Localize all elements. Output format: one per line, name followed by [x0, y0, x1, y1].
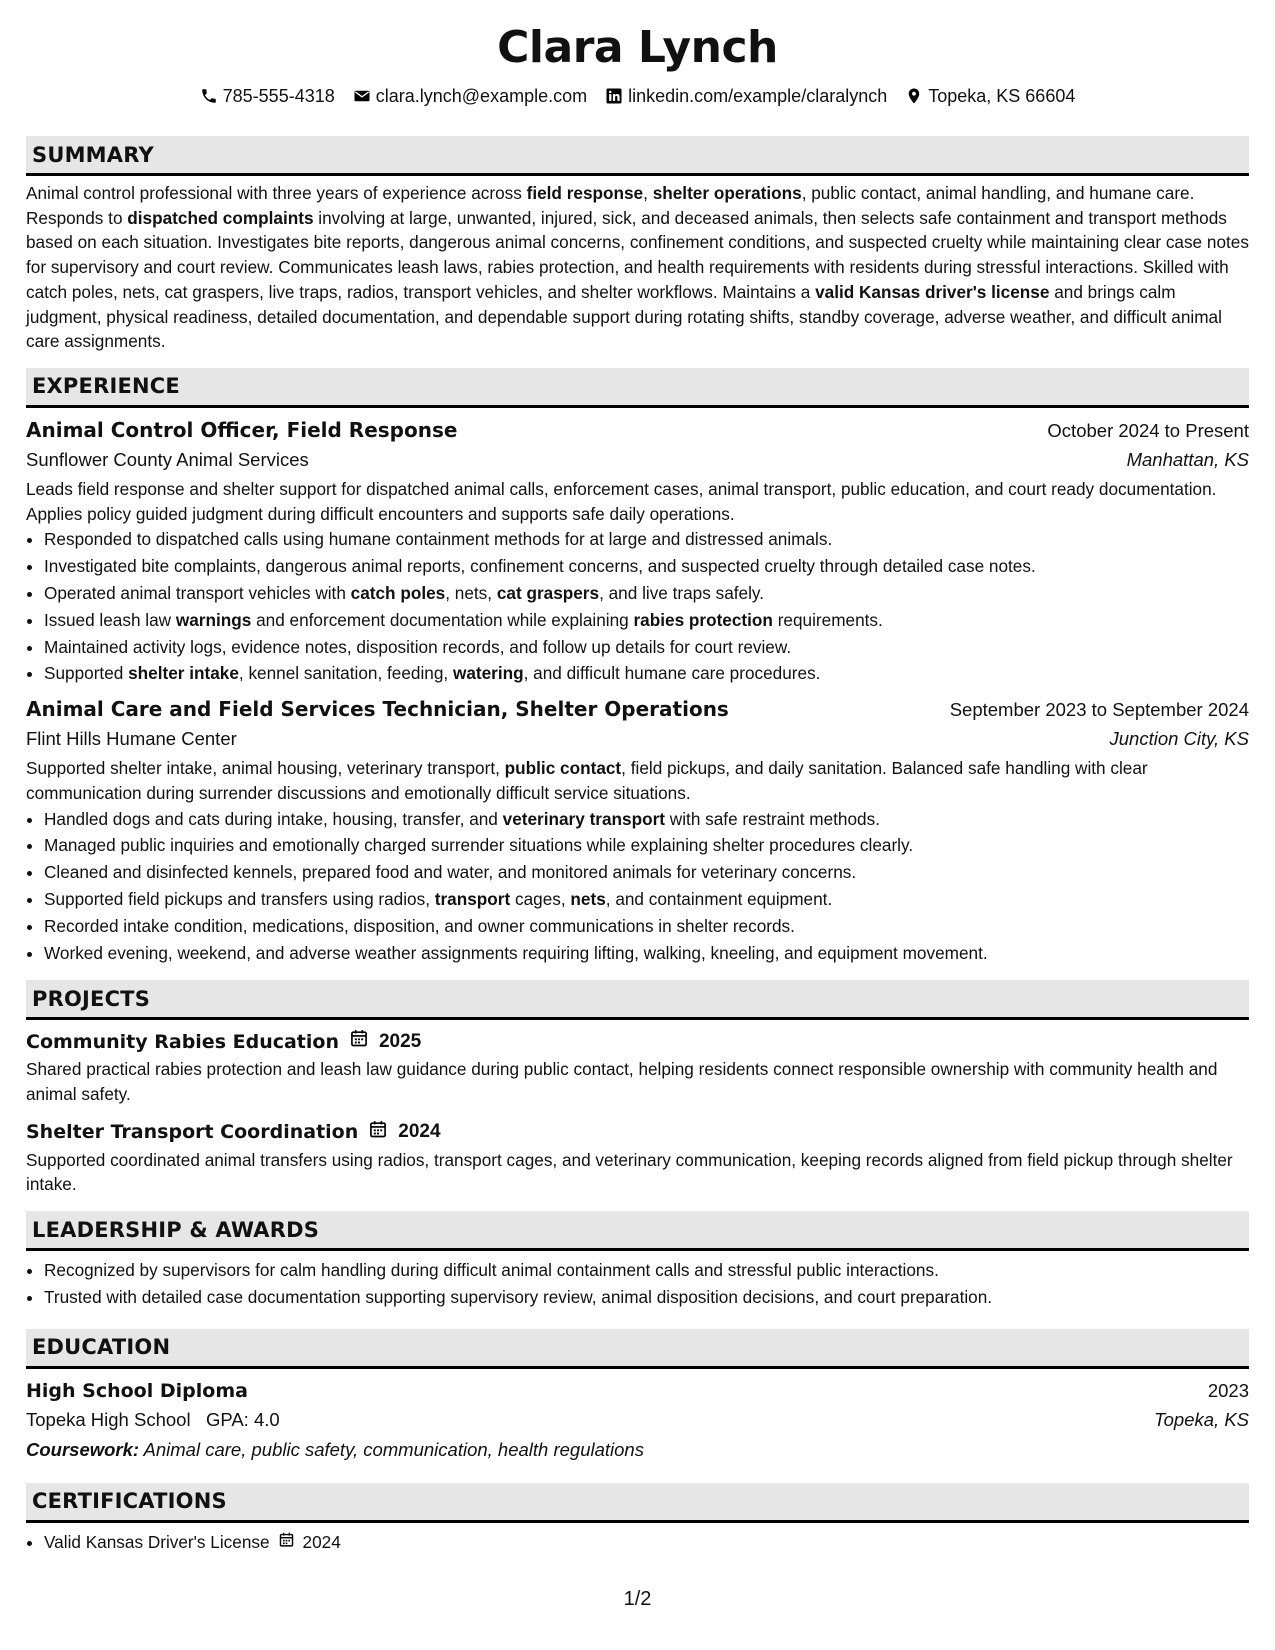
job-header: [26, 695, 1249, 724]
page-number: 1/2: [623, 1588, 652, 1610]
text-part: requirements.: [772, 609, 883, 630]
summary-text-part: , public contact, animal handling, and humane care. Responds to: [26, 183, 1195, 228]
cert-entry: [44, 1529, 1249, 1556]
candidate-name: Clara Lynch: [497, 22, 778, 73]
summary-text: [26, 181, 1249, 354]
job-title: Animal Control Officer, Field Response: [26, 417, 458, 442]
summary-text-part: ,: [643, 183, 653, 203]
list-item: • Trusted with detailed case documentation supporting supervisory review, animal disposition decisions, and court preparation.: [44, 1284, 1249, 1311]
job-bullets: [26, 526, 1249, 687]
summary-section: [26, 136, 1249, 354]
project-title: Shelter Transport Coordination: [26, 1121, 359, 1144]
text-part: and enforcement documentation while explaining: [251, 609, 634, 630]
envelope-icon: [353, 87, 371, 105]
bold-text: warnings: [175, 609, 252, 630]
list-item: • Responded to dispatched calls using humane containment methods for at large and distressed animals.: [44, 526, 1249, 553]
list-item: • Recognized by supervisors for calm handling during difficult animal containment calls and stressful public interactions.: [44, 1257, 1249, 1284]
bold-text: public contact: [504, 758, 622, 779]
bold-text: catch poles: [350, 582, 446, 603]
email-text[interactable]: clara.lynch@example.com: [375, 86, 588, 106]
bold-text: shelter intake: [128, 663, 239, 684]
cert-year: 2024: [302, 1531, 341, 1552]
text-part: , kennel sanitation, feeding,: [238, 663, 453, 684]
calendar-icon: [278, 1529, 295, 1556]
experience-heading: EXPERIENCE: [26, 368, 1249, 408]
project-description: Shared practical rabies protection and leash law guidance during public contact, helping residents connect responsible ownership with community health and animal safety.: [26, 1059, 1218, 1104]
summary-heading: SUMMARY: [26, 136, 1249, 176]
summary-bold: valid Kansas driver's license: [815, 281, 1050, 302]
bold-text: veterinary transport: [502, 808, 666, 829]
text-part: cages,: [510, 888, 571, 909]
calendar-icon: [349, 1028, 369, 1055]
contact-linkedin[interactable]: [605, 84, 887, 108]
contact-phone: [200, 84, 335, 108]
leadership-section: [26, 1211, 1249, 1311]
project-title: Community Rabies Education: [26, 1030, 339, 1053]
job-title: Animal Care and Field Services Technician, Shelter Operations: [26, 697, 729, 722]
phone-text: 785-555-4318: [222, 86, 335, 106]
bold-text: watering: [452, 663, 524, 684]
education-header: [26, 1377, 1249, 1405]
text-part: , field pickups, and daily sanitation. Balanced safe handling with clear communication during surrender discussions and emotionally difficult service situations.: [26, 758, 1148, 803]
resume-content: [26, 20, 1249, 1556]
education-school-group: [26, 1405, 280, 1435]
project-header: [26, 1119, 1249, 1146]
project-entry: [26, 1028, 1249, 1106]
contact-email[interactable]: [353, 84, 587, 108]
job-header: [26, 416, 1249, 445]
education-section: [26, 1329, 1249, 1465]
job-org: Sunflower County Animal Services: [26, 448, 309, 470]
job-bullets: [26, 806, 1249, 967]
calendar-icon: [368, 1119, 388, 1146]
coursework-label: Coursework:: [26, 1438, 140, 1460]
linkedin-icon: [605, 87, 623, 105]
map-pin-icon: [905, 87, 923, 105]
text-part: Handled dogs and cats during intake, housing, transfer, and: [44, 808, 503, 829]
project-year: 2025: [378, 1030, 422, 1052]
education-coursework: [26, 1435, 1249, 1465]
text-part: Supported: [44, 663, 129, 684]
location-text: Topeka, KS 66604: [928, 86, 1076, 106]
bold-text: cat graspers: [496, 582, 600, 603]
text-part: , and live traps safely.: [599, 582, 765, 603]
project-entry: [26, 1119, 1249, 1197]
text-part: , and difficult humane care procedures.: [523, 663, 821, 684]
education-location: Topeka, KS: [1154, 1408, 1249, 1430]
summary-text-part: involving at large, unwanted, injured, sick, and deceased animals, then selects safe containment and transport methods based on each situation. Investigates bite reports, dangerous animal concerns, confinement conditions, and suspected cruelty while maintaining clear case notes for supervisory and court review. Communicates leash laws, rabies protection, and health requirements with residents during stressful interactions. Skilled with catch poles, nets, cat graspers, live traps, radios, transport vehicles, and shelter workflows. Maintains a: [26, 207, 1249, 302]
summary-text-part: and brings calm judgment, physical readiness, detailed documentation, and dependable support during rotating shifts, standby coverage, adverse weather, and difficult animal care assignments.: [26, 281, 1222, 352]
text-part: Issued leash law: [44, 609, 176, 630]
education-year: 2023: [1207, 1379, 1249, 1401]
certifications-heading: CERTIFICATIONS: [26, 1483, 1249, 1523]
bold-text: nets: [570, 888, 606, 909]
cert-name: • Valid Kansas Driver's License: [44, 1531, 270, 1552]
list-item: [44, 580, 1249, 607]
list-item: • Investigated bite complaints, dangerous animal reports, confinement concerns, and suspected cruelty through detailed case notes.: [44, 553, 1249, 580]
text-part: with safe restraint methods.: [665, 808, 880, 829]
list-item: [44, 886, 1249, 913]
projects-heading: PROJECTS: [26, 980, 1249, 1020]
list-item: • Maintained activity logs, evidence notes, disposition records, and follow up details for court review.: [44, 634, 1249, 661]
text-part: Supported shelter intake, animal housing, veterinary transport,: [26, 758, 505, 779]
list-item: • Cleaned and disinfected kennels, prepared food and water, and monitored animals for veterinary concerns.: [44, 859, 1249, 886]
summary-text-part: Animal control professional with three years of experience across: [26, 183, 527, 203]
job-org: Flint Hills Humane Center: [26, 728, 237, 750]
list-item: • Recorded intake condition, medications, disposition, and owner communications in shelter records.: [44, 913, 1249, 940]
job-org-row: [26, 724, 1249, 754]
list-item: • Worked evening, weekend, and adverse weather assignments requiring lifting, walking, kneeling, and equipment movement.: [44, 940, 1249, 967]
contact-bar: [26, 84, 1249, 108]
summary-bold: field response: [526, 183, 644, 203]
coursework-text: Animal care, public safety, communication, health regulations: [139, 1438, 644, 1460]
leadership-heading: LEADERSHIP & AWARDS: [26, 1211, 1249, 1251]
list-item: [44, 607, 1249, 634]
project-year: 2024: [398, 1121, 441, 1143]
job-description: [26, 756, 1249, 805]
job-entry: [26, 695, 1249, 966]
text-part: , nets,: [445, 582, 497, 603]
education-gpa: GPA: 4.0: [205, 1408, 280, 1430]
text-part: , and containment equipment.: [605, 888, 833, 909]
text-part: Operated animal transport vehicles with: [44, 582, 351, 603]
summary-bold: shelter operations: [652, 183, 802, 203]
job-dates: October 2024 to Present: [1047, 419, 1249, 441]
bold-text: transport: [434, 888, 511, 909]
text-part: Supported field pickups and transfers using radios,: [44, 888, 435, 909]
contact-location: [905, 84, 1075, 108]
linkedin-text[interactable]: linkedin.com/example/claralynch: [628, 86, 888, 106]
job-location: Manhattan, KS: [1126, 448, 1249, 470]
job-location: Junction City, KS: [1109, 728, 1249, 750]
experience-section: [26, 368, 1249, 966]
list-item: • Managed public inquiries and emotionally charged surrender situations while explaining shelter procedures clearly.: [44, 832, 1249, 859]
education-school-row: [26, 1405, 1249, 1435]
list-item: [44, 660, 1249, 687]
job-org-row: [26, 445, 1249, 475]
bold-text: rabies protection: [633, 609, 773, 630]
certifications-list: [26, 1529, 1249, 1556]
summary-bold: dispatched complaints: [127, 207, 314, 228]
job-description: Leads field response and shelter support for dispatched animal calls, enforcement cases, animal transport, public education, and court ready documentation. Applies policy guided judgment during difficult encounters and supports safe daily operations.: [26, 478, 1217, 524]
list-item: [44, 806, 1249, 833]
education-heading: EDUCATION: [26, 1329, 1249, 1369]
education-degree: High School Diploma: [26, 1379, 248, 1402]
job-dates: September 2023 to September 2024: [949, 699, 1249, 721]
projects-section: [26, 980, 1249, 1197]
project-header: [26, 1028, 1249, 1055]
certifications-section: [26, 1483, 1249, 1556]
education-school: Topeka High School: [26, 1408, 191, 1430]
leadership-bullets: [26, 1257, 1249, 1311]
project-description: Supported coordinated animal transfers using radios, transport cages, and veterinary communication, keeping records aligned from field pickup through shelter intake.: [26, 1149, 1233, 1195]
job-entry: [26, 416, 1249, 687]
list-item: [44, 1529, 1249, 1556]
phone-icon: [200, 87, 218, 105]
